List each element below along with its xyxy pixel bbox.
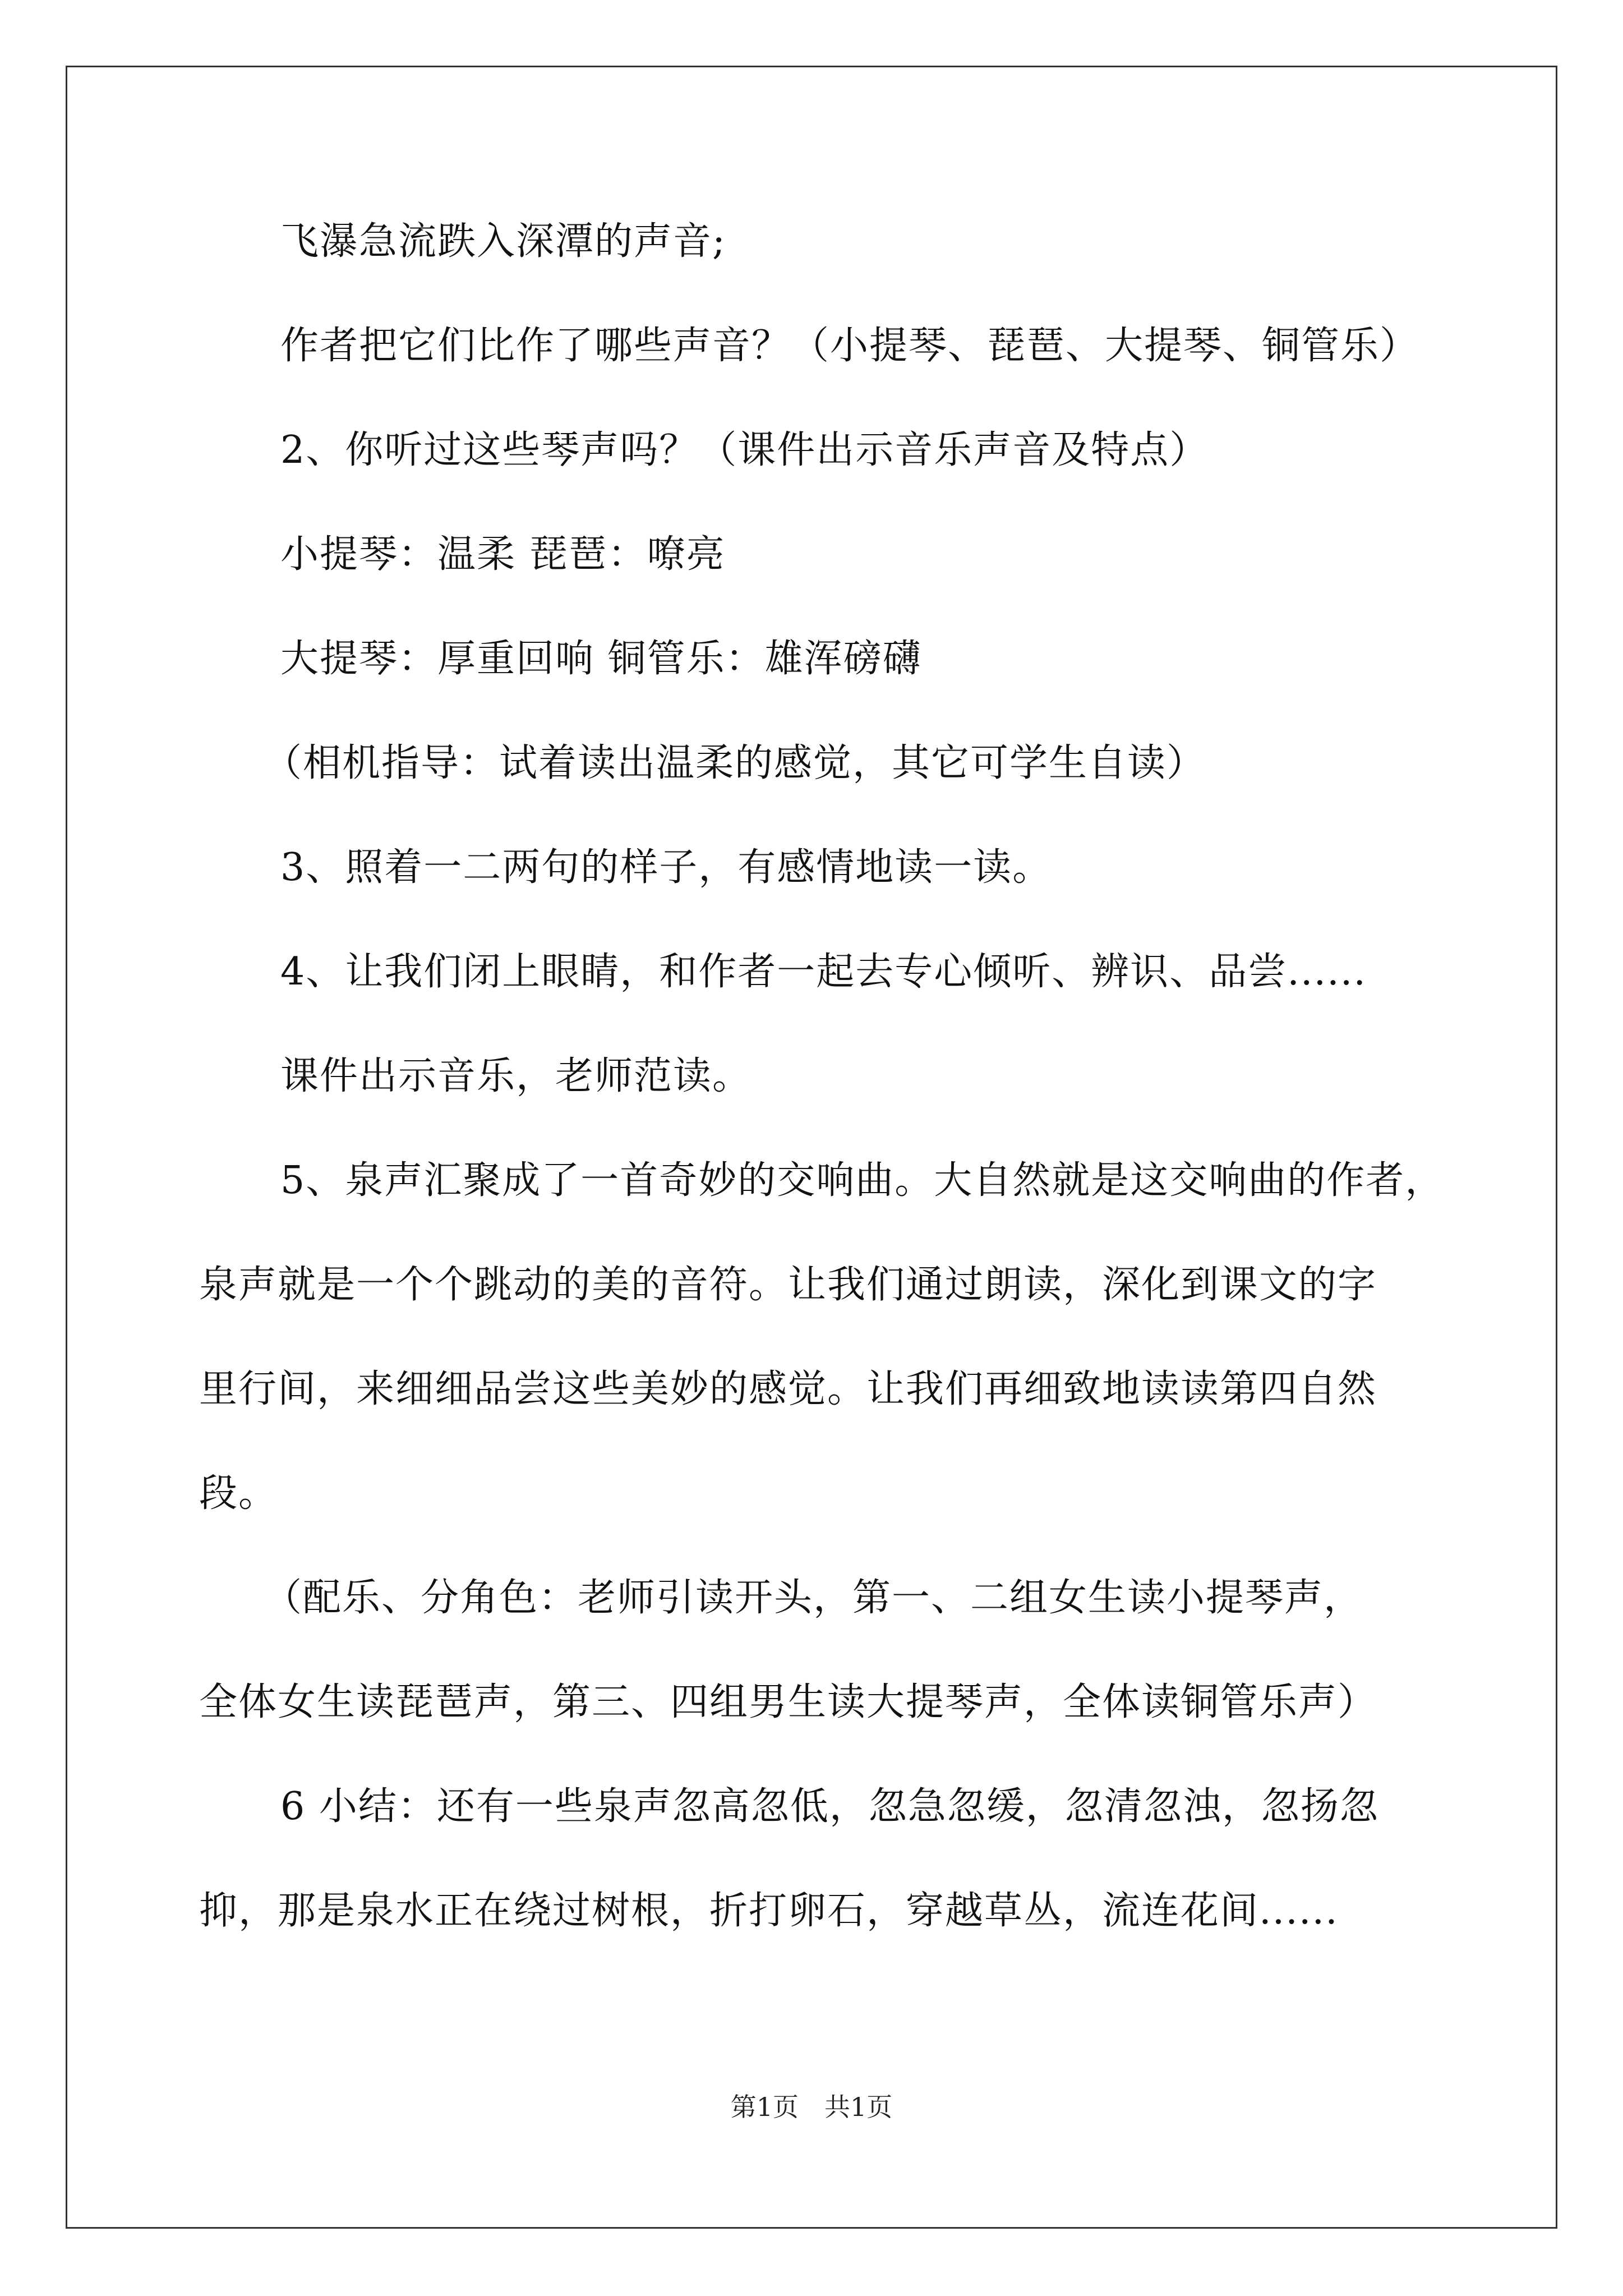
- text-line: 大提琴：厚重回响 铜管乐：雄浑磅礴: [280, 637, 922, 681]
- text-line: 段。: [199, 1471, 278, 1516]
- text-line: 里行间，来细细品尝这些美妙的感觉。让我们再细致地读读第四自然: [199, 1367, 1377, 1411]
- paragraph-7: [280, 840, 1052, 944]
- text-line: 飞瀑急流跌入深潭的声音;: [280, 219, 726, 264]
- paragraph-4: [280, 527, 726, 631]
- page-footer: 第1页 共1页: [730, 2092, 893, 2122]
- paragraph-1: [280, 214, 726, 318]
- text-line: 作者把它们比作了哪些声音？（小提琴、琵琶、大提琴、铜管乐）: [280, 324, 1419, 368]
- paragraph-8: [280, 944, 1367, 1048]
- text-line: 4、让我们闭上眼睛，和作者一起去专心倾听、辨识、品尝......: [280, 950, 1367, 994]
- text-line: （相机指导：试着读出温柔的感觉，其它可学生自读）: [264, 741, 1206, 785]
- paragraph-2: [280, 318, 1419, 422]
- paragraph-12: [199, 1779, 1379, 1987]
- text-line: 2、你听过这些琴声吗？（课件出示音乐声音及特点）: [280, 428, 1209, 472]
- paragraph-5: [280, 631, 922, 735]
- text-line: 5、泉声汇聚成了一首奇妙的交响曲。大自然就是这交响曲的作者，: [280, 1158, 1445, 1203]
- paragraph-3: [280, 422, 1209, 527]
- paragraph-6: [264, 735, 1206, 840]
- paragraph-9: [280, 1048, 751, 1153]
- paragraph-10: [199, 1153, 1444, 1570]
- text-line: 抑，那是泉水正在绕过树根，折打卵石，穿越草丛，流连花间......: [199, 1889, 1339, 1933]
- text-line: 小提琴：温柔 琵琶：嘹亮: [280, 532, 726, 577]
- text-line: 全体女生读琵琶声，第三、四组男生读大提琴声，全体读铜管乐声）: [199, 1680, 1377, 1724]
- text-line: 3、照着一二两句的样子，有感情地读一读。: [280, 845, 1052, 890]
- text-line: 课件出示音乐，老师范读。: [280, 1054, 752, 1098]
- text-line: 6 小结：还有一些泉声忽高忽低，忽急忽缓，忽清忽浊，忽扬忽: [280, 1784, 1379, 1829]
- text-line: （配乐、分角色：老师引读开头，第一、二组女生读小提琴声，: [264, 1576, 1363, 1620]
- paragraph-11: [199, 1570, 1377, 1779]
- text-line: 泉声就是一个个跳动的美的音符。让我们通过朗读，深化到课文的字: [199, 1263, 1377, 1307]
